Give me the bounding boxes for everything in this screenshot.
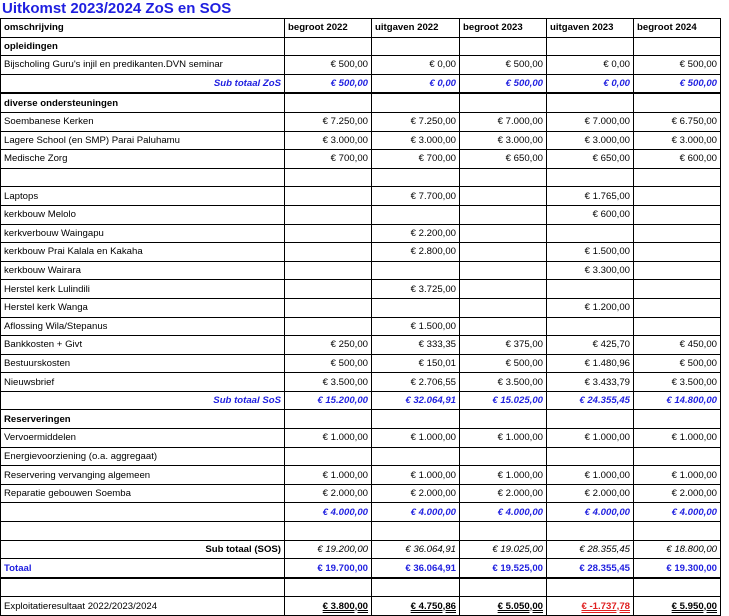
value-cell[interactable] [547, 410, 634, 429]
value-cell[interactable]: € 4.000,00 [460, 503, 547, 522]
value-cell[interactable]: € 2.000,00 [547, 484, 634, 503]
value-cell[interactable]: € 700,00 [285, 150, 372, 169]
value-cell[interactable]: € 2.200,00 [372, 224, 460, 243]
header-begroot-2023[interactable]: begroot 2023 [460, 19, 547, 38]
row-label-cell[interactable]: Soembanese Kerken [1, 112, 285, 131]
table-row [1, 298, 721, 317]
value-cell[interactable] [460, 447, 547, 466]
header-row [1, 19, 721, 38]
row-label-cell[interactable]: Laptops [1, 187, 285, 206]
value-cell[interactable]: € 19.525,00 [460, 559, 547, 578]
value-cell[interactable]: € 3.725,00 [372, 280, 460, 299]
row-label-cell[interactable] [1, 578, 285, 597]
table-row [1, 205, 721, 224]
value-cell[interactable]: € 3.800,00 [285, 597, 372, 616]
value-cell[interactable] [372, 205, 460, 224]
value-cell[interactable]: € 15.200,00 [285, 391, 372, 410]
row-label-cell[interactable]: opleidingen [1, 37, 285, 56]
value-cell[interactable]: € 0,00 [372, 56, 460, 75]
value-cell[interactable] [634, 93, 721, 112]
table-row [1, 540, 721, 559]
table-row [1, 168, 721, 187]
value-cell[interactable]: € 375,00 [460, 336, 547, 355]
value-cell[interactable]: € 36.064,91 [372, 559, 460, 578]
value-cell[interactable]: € 7.250,00 [285, 112, 372, 131]
value-cell[interactable]: € 4.750,86 [372, 597, 460, 616]
value-cell[interactable] [634, 261, 721, 280]
value-cell[interactable] [460, 578, 547, 597]
value-cell[interactable]: € 7.250,00 [372, 112, 460, 131]
value-cell[interactable]: € 150,01 [372, 354, 460, 373]
table-row [1, 93, 721, 112]
value-cell[interactable] [547, 578, 634, 597]
value-cell[interactable]: € 18.800,00 [634, 540, 721, 559]
row-label-cell[interactable]: Energievoorziening (o.a. aggregaat) [1, 447, 285, 466]
table-row [1, 243, 721, 262]
value-cell[interactable]: € 1.000,00 [547, 466, 634, 485]
header-omschrijving[interactable]: omschrijving [1, 19, 285, 38]
row-label-cell[interactable]: Lagere School (en SMP) Parai Paluhamu [1, 131, 285, 150]
value-cell[interactable] [285, 522, 372, 541]
value-cell[interactable]: € 0,00 [372, 74, 460, 93]
table-row [1, 373, 721, 392]
value-cell[interactable] [372, 522, 460, 541]
row-label-cell[interactable]: Vervoermiddelen [1, 429, 285, 448]
value-cell[interactable] [460, 243, 547, 262]
table-row [1, 74, 721, 93]
value-cell[interactable]: € 15.025,00 [460, 391, 547, 410]
value-cell[interactable]: € 1.000,00 [634, 429, 721, 448]
value-cell[interactable]: € 1.500,00 [547, 243, 634, 262]
table-row [1, 391, 721, 410]
value-cell[interactable]: € 28.355,45 [547, 559, 634, 578]
value-cell[interactable] [460, 261, 547, 280]
row-label-cell[interactable]: Reparatie gebouwen Soemba [1, 484, 285, 503]
table-row [1, 112, 721, 131]
value-cell[interactable] [285, 578, 372, 597]
row-label-cell[interactable]: Herstel kerk Wanga [1, 298, 285, 317]
value-cell[interactable] [634, 187, 721, 206]
value-cell[interactable] [285, 410, 372, 429]
value-cell[interactable] [460, 522, 547, 541]
value-cell[interactable]: € 3.000,00 [634, 131, 721, 150]
value-cell[interactable]: € 2.000,00 [285, 484, 372, 503]
value-cell[interactable]: € 2.000,00 [460, 484, 547, 503]
row-label-cell[interactable]: Aflossing Wila/Stepanus [1, 317, 285, 336]
value-cell[interactable] [285, 37, 372, 56]
table-row [1, 597, 721, 616]
row-label-cell[interactable]: diverse ondersteuningen [1, 93, 285, 112]
value-cell[interactable] [547, 317, 634, 336]
value-cell[interactable]: € 0,00 [547, 56, 634, 75]
value-cell[interactable]: € 2.000,00 [634, 484, 721, 503]
value-cell[interactable] [372, 447, 460, 466]
row-label-cell[interactable]: Sub totaal (SOS) [1, 540, 285, 559]
table-row [1, 317, 721, 336]
value-cell[interactable] [460, 168, 547, 187]
value-cell[interactable] [372, 298, 460, 317]
row-label-cell[interactable]: Sub totaal ZoS [1, 74, 285, 93]
value-cell[interactable]: € 1.000,00 [285, 466, 372, 485]
row-label-cell[interactable]: Exploitatieresultaat 2022/2023/2024 [1, 597, 285, 616]
value-cell[interactable] [547, 522, 634, 541]
value-cell[interactable] [634, 522, 721, 541]
value-cell[interactable]: € 500,00 [460, 56, 547, 75]
value-cell[interactable] [285, 447, 372, 466]
value-cell[interactable]: € 450,00 [634, 336, 721, 355]
header-uitgaven-2023[interactable]: uitgaven 2023 [547, 19, 634, 38]
row-label-cell[interactable]: Bankkosten + Givt [1, 336, 285, 355]
value-cell[interactable] [460, 317, 547, 336]
header-begroot-2024[interactable]: begroot 2024 [634, 19, 721, 38]
value-cell[interactable]: € 2.706,55 [372, 373, 460, 392]
value-cell[interactable] [372, 261, 460, 280]
table-row [1, 503, 721, 522]
value-cell[interactable]: € 3.000,00 [372, 131, 460, 150]
value-cell[interactable] [460, 93, 547, 112]
value-cell[interactable]: € 32.064,91 [372, 391, 460, 410]
value-cell[interactable] [285, 243, 372, 262]
row-label-cell[interactable]: Bestuurskosten [1, 354, 285, 373]
value-cell[interactable] [634, 37, 721, 56]
budget-table [0, 18, 721, 616]
value-cell[interactable]: € 19.300,00 [634, 559, 721, 578]
value-cell[interactable]: € 650,00 [547, 150, 634, 169]
value-cell[interactable] [460, 298, 547, 317]
value-cell[interactable]: € 600,00 [634, 150, 721, 169]
value-cell[interactable]: € 500,00 [634, 354, 721, 373]
value-cell[interactable]: € 3.300,00 [547, 261, 634, 280]
value-cell[interactable] [285, 298, 372, 317]
value-cell[interactable] [285, 224, 372, 243]
value-cell[interactable] [460, 280, 547, 299]
value-cell[interactable]: € 3.500,00 [634, 373, 721, 392]
table-row [1, 410, 721, 429]
value-cell[interactable]: € 1.000,00 [460, 466, 547, 485]
value-cell[interactable]: € 500,00 [285, 56, 372, 75]
value-cell[interactable]: € 4.000,00 [285, 503, 372, 522]
value-cell[interactable]: € 333,35 [372, 336, 460, 355]
value-cell[interactable] [547, 447, 634, 466]
value-cell[interactable] [285, 187, 372, 206]
value-cell[interactable]: € 7.700,00 [372, 187, 460, 206]
value-cell[interactable] [634, 168, 721, 187]
table-row [1, 150, 721, 169]
table-row [1, 484, 721, 503]
value-cell[interactable] [285, 280, 372, 299]
value-cell[interactable]: € 1.000,00 [547, 429, 634, 448]
value-cell[interactable] [634, 298, 721, 317]
row-label-cell[interactable] [1, 522, 285, 541]
row-label-cell[interactable]: Nieuwsbrief [1, 373, 285, 392]
value-cell[interactable]: € 14.800,00 [634, 391, 721, 410]
row-label-cell[interactable] [1, 503, 285, 522]
table-row [1, 429, 721, 448]
row-label-cell[interactable]: Herstel kerk Lulindili [1, 280, 285, 299]
value-cell[interactable] [547, 37, 634, 56]
value-cell[interactable]: € 1.765,00 [547, 187, 634, 206]
table-row [1, 578, 721, 597]
value-cell[interactable] [285, 261, 372, 280]
header-begroot-2022[interactable]: begroot 2022 [285, 19, 372, 38]
row-label-cell[interactable]: Totaal [1, 559, 285, 578]
value-cell[interactable]: € 19.025,00 [460, 540, 547, 559]
value-cell[interactable] [634, 280, 721, 299]
row-label-cell[interactable]: Reservering vervanging algemeen [1, 466, 285, 485]
table-row [1, 336, 721, 355]
value-cell[interactable] [634, 317, 721, 336]
value-cell[interactable]: € 7.000,00 [460, 112, 547, 131]
value-cell[interactable]: € 500,00 [634, 74, 721, 93]
row-label-cell[interactable] [1, 168, 285, 187]
value-cell[interactable]: € 5.950,00 [634, 597, 721, 616]
table-row [1, 131, 721, 150]
value-cell[interactable] [372, 93, 460, 112]
table-row [1, 37, 721, 56]
value-cell[interactable]: € 36.064,91 [372, 540, 460, 559]
value-cell[interactable]: € 19.200,00 [285, 540, 372, 559]
value-cell[interactable]: € 1.480,96 [547, 354, 634, 373]
table-row [1, 187, 721, 206]
sheet-title: Uitkomst 2023/2024 ZoS en SOS [2, 0, 232, 17]
value-cell[interactable]: € 2.000,00 [372, 484, 460, 503]
row-label-cell[interactable]: Sub totaal SoS [1, 391, 285, 410]
value-cell[interactable] [547, 280, 634, 299]
value-cell[interactable] [285, 205, 372, 224]
value-cell[interactable]: € 3.000,00 [285, 131, 372, 150]
value-cell[interactable] [460, 37, 547, 56]
value-cell[interactable] [460, 187, 547, 206]
value-cell[interactable]: € 2.800,00 [372, 243, 460, 262]
value-cell[interactable]: € 6.750,00 [634, 112, 721, 131]
value-cell[interactable]: € 0,00 [547, 74, 634, 93]
value-cell[interactable]: € 3.000,00 [547, 131, 634, 150]
table-row [1, 522, 721, 541]
row-label-cell[interactable]: kerkbouw Wairara [1, 261, 285, 280]
value-cell[interactable]: € 425,70 [547, 336, 634, 355]
value-cell[interactable]: € 28.355,45 [547, 540, 634, 559]
table-row [1, 261, 721, 280]
table-row [1, 224, 721, 243]
value-cell[interactable] [372, 168, 460, 187]
row-label-cell[interactable]: Medische Zorg [1, 150, 285, 169]
value-cell[interactable]: € 1.000,00 [460, 429, 547, 448]
value-cell[interactable]: € 500,00 [460, 74, 547, 93]
value-cell[interactable] [372, 578, 460, 597]
value-cell[interactable]: € 5.050,00 [460, 597, 547, 616]
value-cell[interactable]: € 1.000,00 [372, 429, 460, 448]
row-label-cell[interactable]: Bijscholing Guru's injil en predikanten.DVN seminar [1, 56, 285, 75]
table-row [1, 354, 721, 373]
row-label-cell[interactable]: Reserveringen [1, 410, 285, 429]
value-cell[interactable]: € 700,00 [372, 150, 460, 169]
value-cell[interactable]: € 3.500,00 [285, 373, 372, 392]
value-cell[interactable]: € 1.200,00 [547, 298, 634, 317]
value-cell[interactable]: € 4.000,00 [547, 503, 634, 522]
value-cell[interactable]: € 500,00 [285, 74, 372, 93]
value-cell[interactable] [547, 168, 634, 187]
table-row [1, 466, 721, 485]
value-cell[interactable] [547, 224, 634, 243]
value-cell[interactable] [460, 224, 547, 243]
value-cell[interactable]: € 7.000,00 [547, 112, 634, 131]
value-cell[interactable]: € 500,00 [285, 354, 372, 373]
value-cell[interactable] [285, 93, 372, 112]
value-cell[interactable]: € 600,00 [547, 205, 634, 224]
value-cell[interactable] [372, 37, 460, 56]
value-cell[interactable] [460, 410, 547, 429]
value-cell[interactable] [634, 410, 721, 429]
value-cell[interactable]: € 4.000,00 [634, 503, 721, 522]
table-row [1, 280, 721, 299]
row-label-cell[interactable]: kerkbouw Melolo [1, 205, 285, 224]
value-cell[interactable]: € -1.737,78 [547, 597, 634, 616]
value-cell[interactable]: € 500,00 [634, 56, 721, 75]
table-row [1, 559, 721, 578]
value-cell[interactable]: € 19.700,00 [285, 559, 372, 578]
value-cell[interactable] [634, 224, 721, 243]
value-cell[interactable] [634, 447, 721, 466]
value-cell[interactable]: € 500,00 [460, 354, 547, 373]
table-row [1, 56, 721, 75]
value-cell[interactable]: € 650,00 [460, 150, 547, 169]
value-cell[interactable] [547, 93, 634, 112]
value-cell[interactable]: € 3.433,79 [547, 373, 634, 392]
value-cell[interactable] [634, 578, 721, 597]
value-cell[interactable]: € 1.000,00 [285, 429, 372, 448]
value-cell[interactable] [372, 410, 460, 429]
value-cell[interactable]: € 1.500,00 [372, 317, 460, 336]
row-label-cell[interactable]: kerkverbouw Waingapu [1, 224, 285, 243]
value-cell[interactable]: € 3.000,00 [460, 131, 547, 150]
value-cell[interactable]: € 3.500,00 [460, 373, 547, 392]
value-cell[interactable]: € 1.000,00 [372, 466, 460, 485]
value-cell[interactable] [285, 168, 372, 187]
row-label-cell[interactable]: kerkbouw Prai Kalala en Kakaha [1, 243, 285, 262]
table-row [1, 447, 721, 466]
value-cell[interactable] [634, 243, 721, 262]
value-cell[interactable]: € 4.000,00 [372, 503, 460, 522]
value-cell[interactable]: € 1.000,00 [634, 466, 721, 485]
value-cell[interactable]: € 24.355,45 [547, 391, 634, 410]
value-cell[interactable] [634, 205, 721, 224]
value-cell[interactable] [460, 205, 547, 224]
header-uitgaven-2022[interactable]: uitgaven 2022 [372, 19, 460, 38]
value-cell[interactable] [285, 317, 372, 336]
value-cell[interactable]: € 250,00 [285, 336, 372, 355]
